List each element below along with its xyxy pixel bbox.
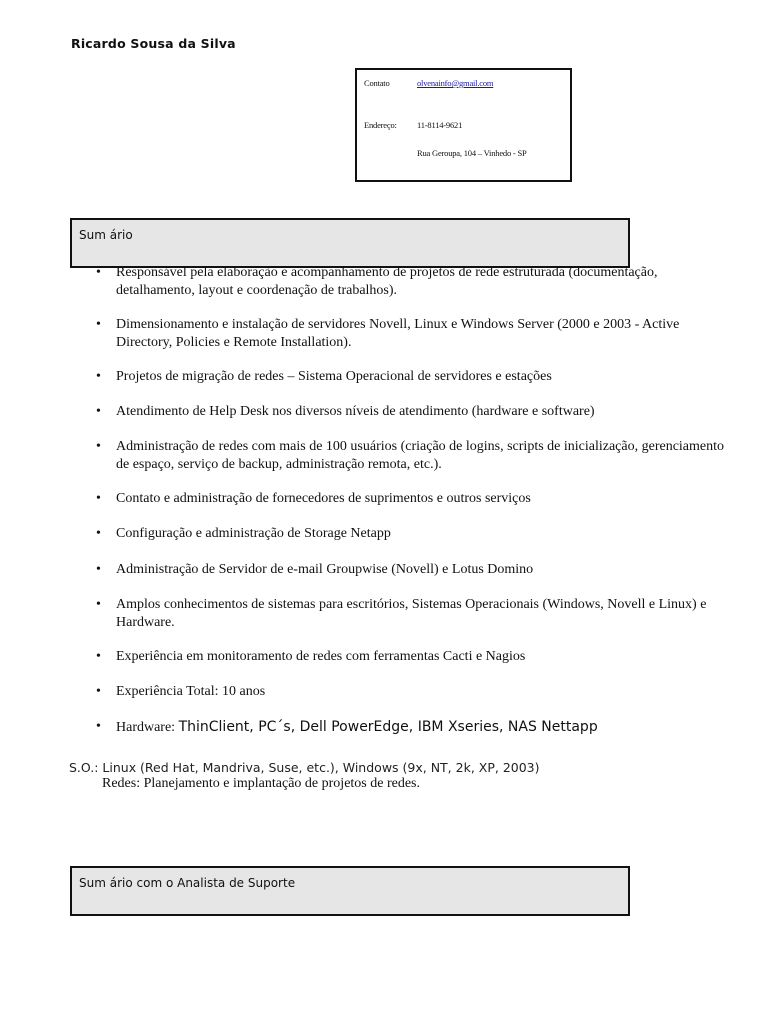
section-title: Sum ário com o Analista de Suporte [79,876,296,890]
phone-number: 11-8114-9621 [417,120,463,130]
endereco-label: Endereço: [364,120,397,130]
list-item: • Experiência em monitoramento de redes com ferramentas Cacti e Nagios [94,648,734,666]
so-label: S.O.: [69,760,103,775]
section-title: Sum ário [79,228,133,242]
so-line [69,760,709,775]
so-value: Linux (Red Hat, Mandriva, Suse, etc.), Windows (9x, NT, 2k, XP, 2003) [102,760,540,775]
summary-list [94,264,734,737]
list-item: • Administração de redes com mais de 100 usuários (criação de logins, scripts de inicialização, gerenciamento de espaço, serviço de backup, administração remota, etc.). [94,438,734,474]
hardware-value: ThinClient, PC´s, Dell PowerEdge, IBM Xseries, NAS Nettapp [178,719,598,735]
hardware-label: Hardware: [116,720,179,735]
contato-label: Contato [364,78,390,88]
list-item: • Configuração e administração de Storage Netapp [94,525,734,543]
section-box-summary [70,218,630,268]
redes-line: Redes: Planejamento e implantação de projetos de redes. [102,776,421,791]
list-item: • Administração de Servidor de e-mail Groupwise (Novell) e Lotus Domino [94,561,734,579]
list-item: • Contato e administração de fornecedores de suprimentos e outros serviços [94,490,734,508]
list-item: • Amplos conhecimentos de sistemas para escritórios, Sistemas Operacionais (Windows, Novell e Linux) e Hardware. [94,596,734,632]
list-item: • Dimensionamento e instalação de servidores Novell, Linux e Windows Server (2000 e 2003 - Active Directory, Policies e Remote Installation). [94,316,734,352]
contact-box [355,68,572,182]
email-link[interactable]: olvenainfo@gmail.com [417,78,494,88]
resume-name: Ricardo Sousa da Silva [71,36,236,51]
address-text: Rua Geroupa, 104 – Vinhedo - SP [417,148,527,158]
list-item-hardware [94,718,734,737]
section-box-support-analyst [70,866,630,916]
list-item: • Projetos de migração de redes – Sistema Operacional de servidores e estações [94,368,734,386]
list-item: • Atendimento de Help Desk nos diversos níveis de atendimento (hardware e software) [94,403,734,421]
list-item: • Responsável pela elaboração e acompanhamento de projetos de rede estruturada (documentação, detalhamento, layout e coordenação de trabalhos). [94,264,734,300]
list-item: • Experiência Total: 10 anos [94,683,734,701]
